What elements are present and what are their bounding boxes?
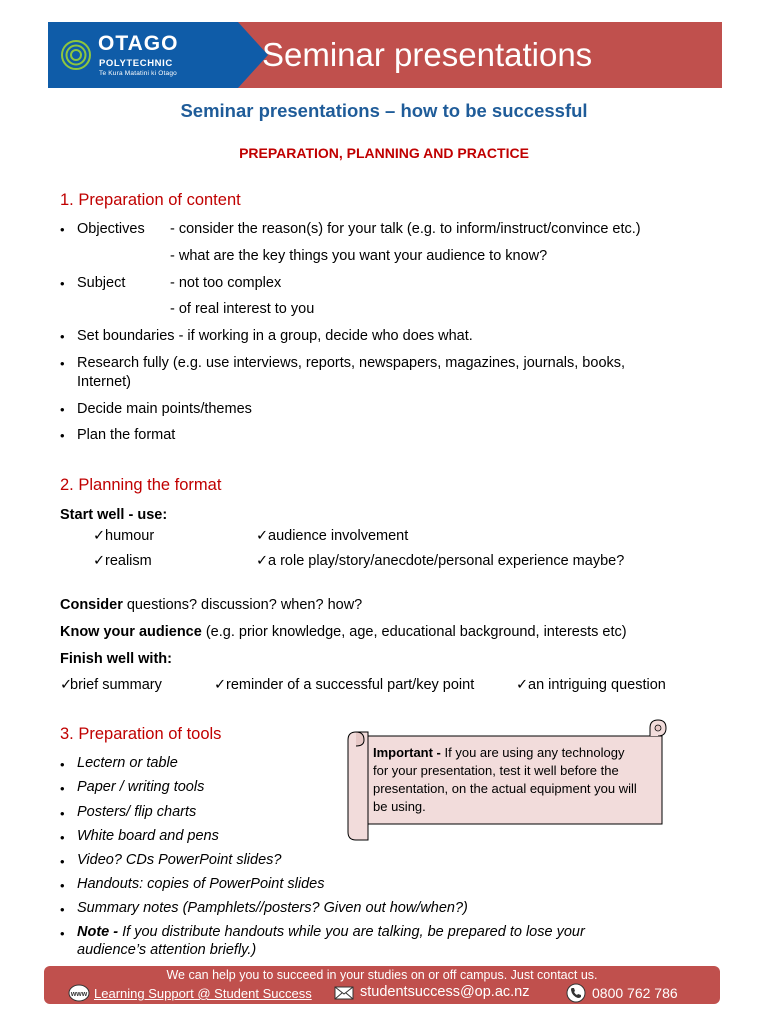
know-audience-label: Know your audience [60, 624, 202, 640]
tool-item: Posters/ flip charts [77, 804, 197, 820]
audience-involvement-text: audience involvement [268, 528, 409, 544]
callout-line-2: for your presentation, test it well before the [373, 763, 619, 778]
bullet: • [60, 428, 65, 443]
callout-line-3: presentation, on the actual equipment you will [373, 781, 637, 796]
tool-item: Video? CDs PowerPoint slides? [77, 852, 282, 868]
footer-tagline: We can help you to succeed in your studies on or off campus. Just contact us. [166, 968, 598, 982]
subject-text-2: - of real interest to you [170, 301, 315, 317]
subject-label: Subject [77, 275, 126, 291]
objectives-text-2: - what are the key things you want your audience to know? [170, 248, 548, 264]
humour-text: humour [105, 528, 155, 544]
objectives-text-1: - consider the reason(s) for your talk (e.g. to inform/instruct/convince etc.) [170, 221, 641, 237]
otago-logo-icon [58, 30, 94, 80]
intriguing-question-text: an intriguing question [528, 677, 666, 693]
subject-text-1: - not too complex [170, 275, 282, 291]
section-2-heading: 2. Planning the format [60, 476, 222, 494]
bullet: • [60, 402, 65, 417]
check-icon: ✓ [60, 677, 73, 693]
tool-item: Summary notes (Pamphlets//posters? Given out how/when?) [77, 900, 468, 916]
check-icon: ✓ [256, 553, 269, 569]
page-title: Seminar presentations [262, 36, 593, 73]
phone-icon [566, 983, 586, 1003]
consider-label: Consider [60, 597, 123, 613]
check-icon: ✓ [214, 677, 227, 693]
learning-support-link[interactable]: Learning Support @ Student Success [94, 986, 312, 1001]
know-audience-text: (e.g. prior knowledge, age, educational background, interests etc) [201, 624, 627, 640]
consider-line [60, 596, 362, 614]
bullet: • [60, 902, 65, 917]
check-icon: ✓ [93, 528, 106, 544]
plan-format-text: Plan the format [77, 427, 176, 443]
finish-well-label: Finish well with: [60, 651, 172, 667]
section-1-heading: 1. Preparation of content [60, 191, 241, 209]
envelope-icon [334, 986, 354, 1000]
note-label: Note - [77, 924, 119, 940]
note-text-1: If you distribute handouts while you are talking, be prepared to lose your [118, 924, 585, 940]
note-text-2: audience’s attention briefly.) [77, 942, 257, 958]
document-subheading: PREPARATION, PLANNING AND PRACTICE [239, 145, 529, 161]
bullet: • [60, 356, 65, 371]
tool-item: Handouts: copies of PowerPoint slides [77, 876, 325, 892]
bullet: • [60, 878, 65, 893]
section-3-heading: 3. Preparation of tools [60, 725, 222, 743]
globe-www-icon [68, 984, 90, 1002]
tool-item: Lectern or table [77, 755, 178, 771]
email-link[interactable]: studentsuccess@op.ac.nz [360, 984, 530, 1000]
bullet: • [60, 329, 65, 344]
objectives-label: Objectives [77, 221, 145, 237]
check-icon: ✓ [256, 528, 269, 544]
bullet: • [60, 781, 65, 796]
bullet: • [60, 757, 65, 772]
logo-otago-text: OTAGO [98, 32, 179, 55]
footer-contact-bar [44, 966, 720, 1004]
role-play-text: a role play/story/anecdote/personal experience maybe? [268, 553, 625, 569]
set-boundaries-text: Set boundaries - if working in a group, decide who does what. [77, 328, 473, 344]
start-well-label: Start well - use: [60, 507, 168, 523]
brief-summary-text: brief summary [70, 677, 162, 693]
callout-line-4: be using. [373, 799, 426, 814]
tool-item: White board and pens [77, 828, 219, 844]
bullet: • [60, 926, 65, 941]
callout-text-1: If you are using any technology [440, 745, 625, 760]
globe-www-label: www [70, 991, 88, 998]
check-icon: ✓ [93, 553, 106, 569]
bullet: • [60, 806, 65, 821]
research-text-1: Research fully (e.g. use interviews, reports, newspapers, magazines, journals, books, [77, 355, 626, 371]
research-text-2: Internet) [77, 374, 131, 390]
realism-text: realism [105, 553, 152, 569]
bullet: • [60, 276, 65, 291]
bullet: • [60, 222, 65, 237]
consider-text: questions? discussion? when? how? [122, 597, 363, 613]
note-line-1 [77, 923, 585, 941]
phone-number: 0800 762 786 [592, 985, 678, 1001]
bullet: • [60, 854, 65, 869]
callout-line-1 [373, 744, 624, 762]
check-icon: ✓ [516, 677, 529, 693]
reminder-text: reminder of a successful part/key point [226, 677, 475, 693]
header-banner [48, 22, 722, 88]
tool-item: Paper / writing tools [77, 779, 205, 795]
bullet: • [60, 830, 65, 845]
main-points-text: Decide main points/themes [77, 401, 252, 417]
document-subtitle: Seminar presentations – how to be successful [180, 100, 588, 121]
logo-tagline: Te Kura Matatini ki Otago [99, 70, 177, 77]
callout-important-label: Important - [373, 745, 441, 760]
know-audience-line [60, 623, 627, 641]
logo-polytechnic-text: POLYTECHNIC [99, 58, 173, 69]
